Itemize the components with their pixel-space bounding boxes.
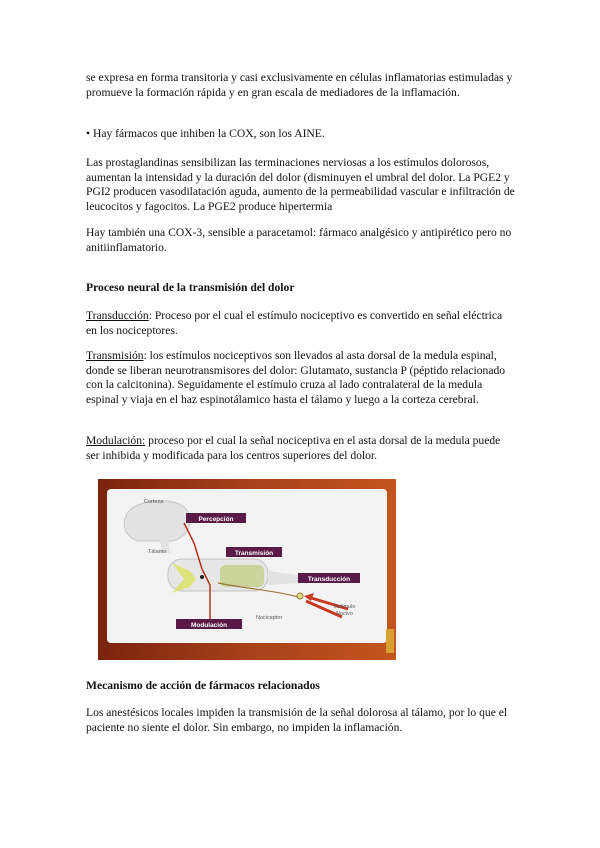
paragraph-prostaglandinas: Las prostaglandinas sensibilizan las terminaciones nerviosas a los estímulos dolorosos, aumentan la intensidad y la duración del dolor (disminuyen el umbral del dolor. La PGE2 y PGI2 producen vasodilatación aguda, aumento de la permeabilidad vascular e infiltración de leucocitos y fagocitos. La PGE2 produce hipertermia xyxy=(86,156,515,213)
pain-pathway-figure xyxy=(98,479,396,660)
term-modulacion: Modulación: xyxy=(86,434,146,447)
brain-shape xyxy=(124,501,190,541)
label-transmision: Transmisión xyxy=(234,550,274,557)
paragraph-transduccion xyxy=(86,309,516,338)
label-transduccion: Transducción xyxy=(307,576,351,583)
label-modulacion: Modulación xyxy=(190,622,228,629)
term-transmision: Transmisión xyxy=(86,349,144,362)
pain-pathway-diagram xyxy=(98,479,396,660)
heading-proceso-neural: Proceso neural de la transmisión del dolor xyxy=(86,281,295,294)
paragraph-cox3: Hay también una COX-3, sensible a paracetamol: fármaco analgésico y antipirético pero no anitiinflamatorio. xyxy=(86,226,512,254)
label-corteza: Corteza xyxy=(144,499,164,505)
label-nociceptor: Nociceptor xyxy=(256,615,283,621)
nociceptor-ending xyxy=(297,593,303,599)
paragraph-anestesicos: Los anestésicos locales impiden la transmisión de la señal dolorosa al tálamo, por lo que el paciente no siente el dolor. Sin embargo, no impiden la inflamación. xyxy=(86,706,508,734)
text-modulacion: proceso por el cual la señal nociceptiva en el asta dorsal de la medula puede ser inhibida y modificada para los centros superiores del dolor. xyxy=(86,434,501,462)
heading-mecanismo: Mecanismo de acción de fármacos relacionados xyxy=(86,679,320,692)
label-estimulo: Estímulo xyxy=(334,604,356,610)
paragraph-cox2: se expresa en forma transitoria y casi exclusivamente en células inflamatorias estimuladas y promueve la formación rápida y en gran escala de mediadores de la inflamación. xyxy=(86,71,513,99)
text-transduccion: : Proceso por el cual el estímulo nociceptivo es convertido en señal eléctrica en los nociceptores. xyxy=(86,309,503,337)
paragraph-aine: • Hay fármacos que inhiben la COX, son los AINE. xyxy=(86,127,325,140)
spinal-gray-matter-right xyxy=(220,565,264,587)
label-percepcion: Percepción xyxy=(198,516,234,523)
term-transduccion: Transducción xyxy=(86,309,149,322)
label-nocivo: Nocivo xyxy=(336,611,353,617)
paragraph-modulacion xyxy=(86,434,516,463)
text-transmision: : los estímulos nociceptivos son llevados al asta dorsal de la medula espinal, donde se liberan neurotransmisores del dolor: Glutamato, sustancia P (péptido relacionado con la calcitonina). Seguidamente el estímulo cruza al lado contralateral de la medula espinal y viaja en el haz espinotálamico hasta el tálamo y luego a la corteza cerebral. xyxy=(86,349,506,406)
label-talamo: Tálamo xyxy=(148,549,167,555)
corner-emblem xyxy=(386,629,394,653)
synapse-dot xyxy=(200,575,204,579)
paragraph-transmision xyxy=(86,349,516,407)
